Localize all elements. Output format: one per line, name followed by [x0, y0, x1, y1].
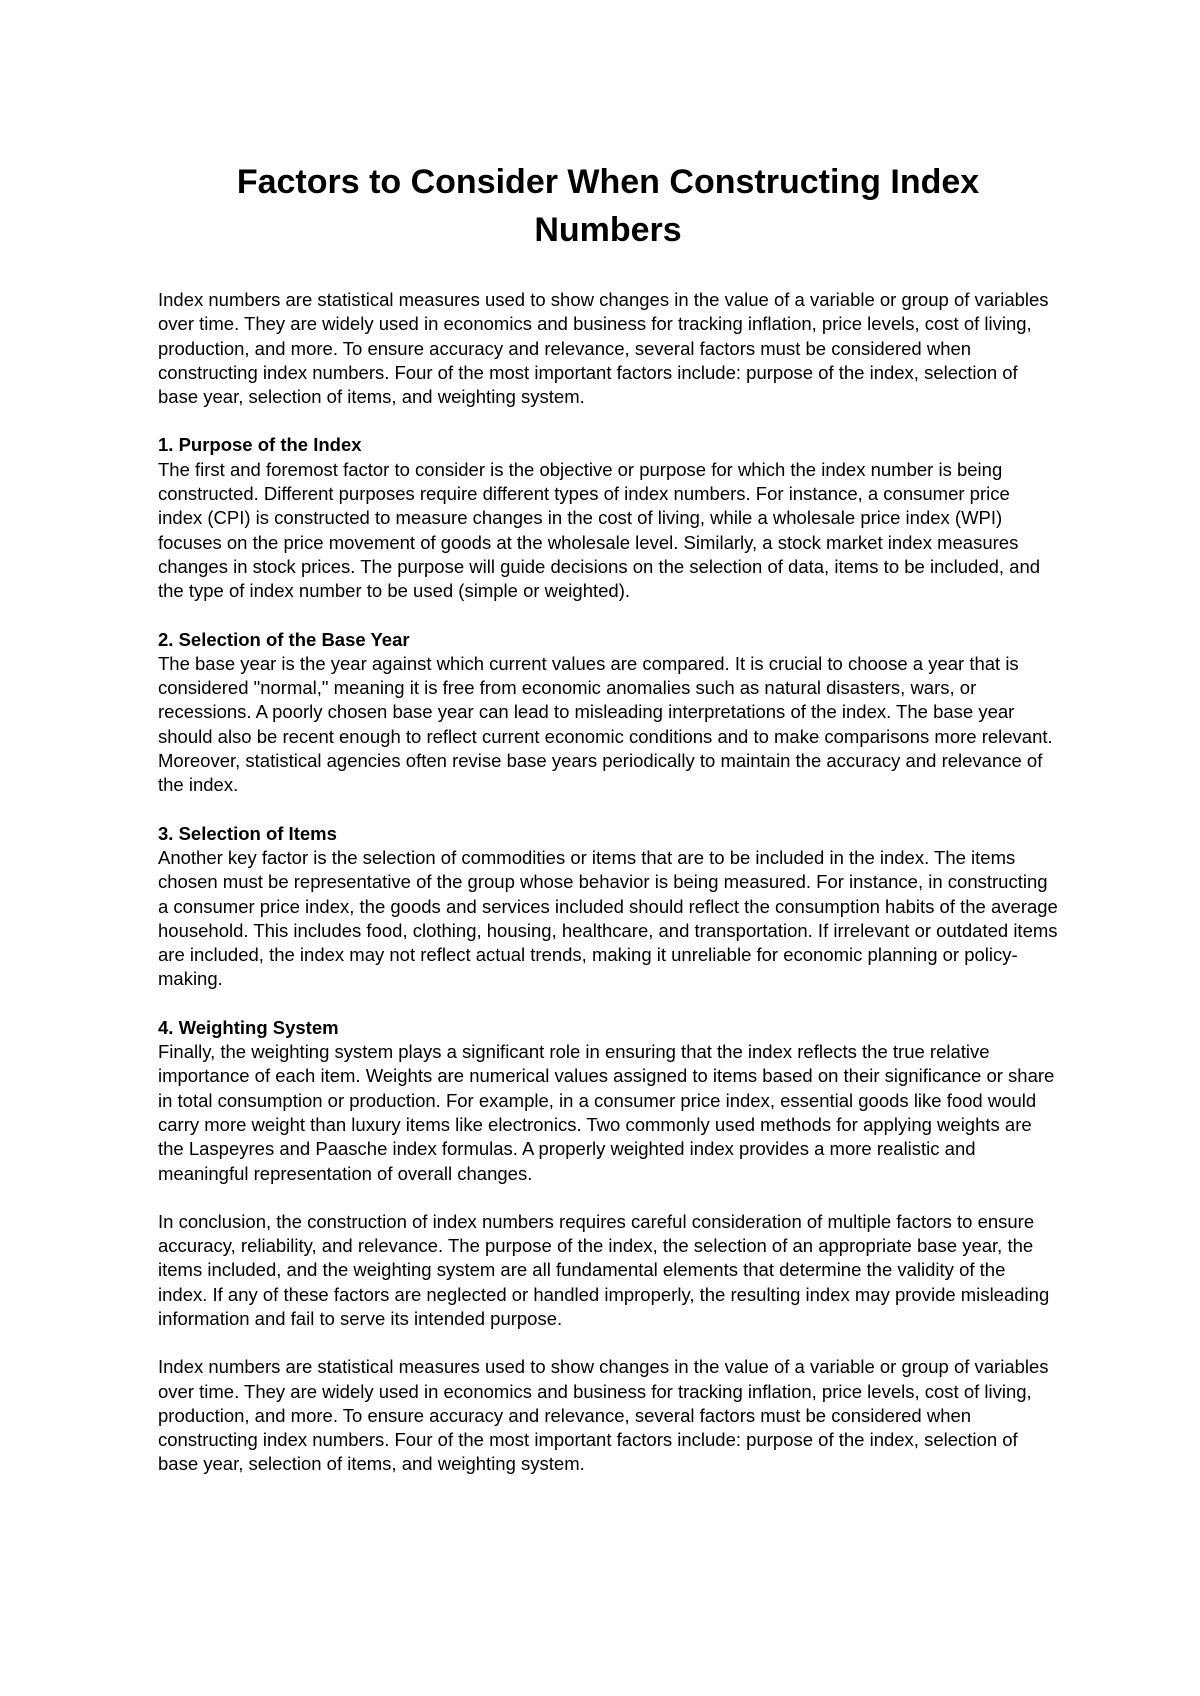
conclusion-paragraph: In conclusion, the construction of index numbers requires careful consideration of multiple factors to ensure accuracy, reliability, and relevance. The purpose of the index, the selection of an appropriate base year, the items included, and the weighting system are all fundamental elements that determine the validity of the index. If any of these factors are neglected or handled improperly, the resulting index may provide misleading information and fail to serve its intended purpose.: [158, 1210, 1050, 1329]
document-content: [158, 158, 1058, 1477]
repeated-intro-paragraph: Index numbers are statistical measures used to show changes in the value of a variable or group of variables over time. They are widely used in economics and business for tracking inflation, price levels, cost of living, production, and more. To ensure accuracy and relevance, several factors must be considered when constructing index numbers. Four of the most important factors include: purpose of the index, selection of base year, selection of items, and weighting system.: [158, 1356, 1049, 1475]
section-body: Another key factor is the selection of commodities or items that are to be included in the index. The items chosen must be representative of the group whose behavior is being measured. For instance, in constructing a consumer price index, the goods and services included should reflect the consumption habits of the average household. This includes food, clothing, housing, healthcare, and transportation. If irrelevant or outdated items are included, the index may not reflect actual trends, making it unreliable for economic planning or policy-making.: [158, 846, 1058, 990]
section-body: The first and foremost factor to consider is the objective or purpose for which the index number is being constructed. Different purposes require different types of index numbers. For instance, a consumer price index (CPI) is constructed to measure changes in the cost of living, while a wholesale price index (WPI) focuses on the price movement of goods at the wholesale level. Similarly, a stock market index measures changes in stock prices. The purpose will guide decisions on the selection of data, items to be included, and the type of index number to be used (simple or weighted).: [158, 458, 1041, 602]
section-items: [158, 822, 1058, 992]
intro-paragraph: Index numbers are statistical measures used to show changes in the value of a variable or group of variables over time. They are widely used in economics and business for tracking inflation, price levels, cost of living, production, and more. To ensure accuracy and relevance, several factors must be considered when constructing index numbers. Four of the most important factors include: purpose of the index, selection of base year, selection of items, and weighting system.: [158, 289, 1049, 408]
section-heading: 2. Selection of the Base Year: [158, 628, 410, 650]
section-body: The base year is the year against which current values are compared. It is crucial to choose a year that is considered "normal," meaning it is free from economic anomalies such as natural disasters, wars, or recessions. A poorly chosen base year can lead to misleading interpretations of the index. The base year should also be recent enough to reflect current economic conditions and to make comparisons more relevant. Moreover, statistical agencies often revise base years periodically to maintain the accuracy and relevance of the index.: [158, 652, 1053, 796]
section-base-year: [158, 628, 1058, 798]
section-purpose: [158, 433, 1058, 603]
section-heading: 3. Selection of Items: [158, 822, 337, 844]
section-body: Finally, the weighting system plays a significant role in ensuring that the index reflects the true relative importance of each item. Weights are numerical values assigned to items based on their significance or share in total consumption or production. For example, in a consumer price index, essential goods like food would carry more weight than luxury items like electronics. Two commonly used methods for applying weights are the Laspeyres and Paasche index formulas. A properly weighted index provides a more realistic and meaningful representation of overall changes.: [158, 1041, 1055, 1184]
document-title: Factors to Consider When Constructing Index Numbers: [236, 163, 980, 249]
section-heading: 4. Weighting System: [158, 1016, 339, 1038]
section-weighting: [158, 1016, 1058, 1186]
section-heading: 1. Purpose of the Index: [158, 434, 362, 456]
